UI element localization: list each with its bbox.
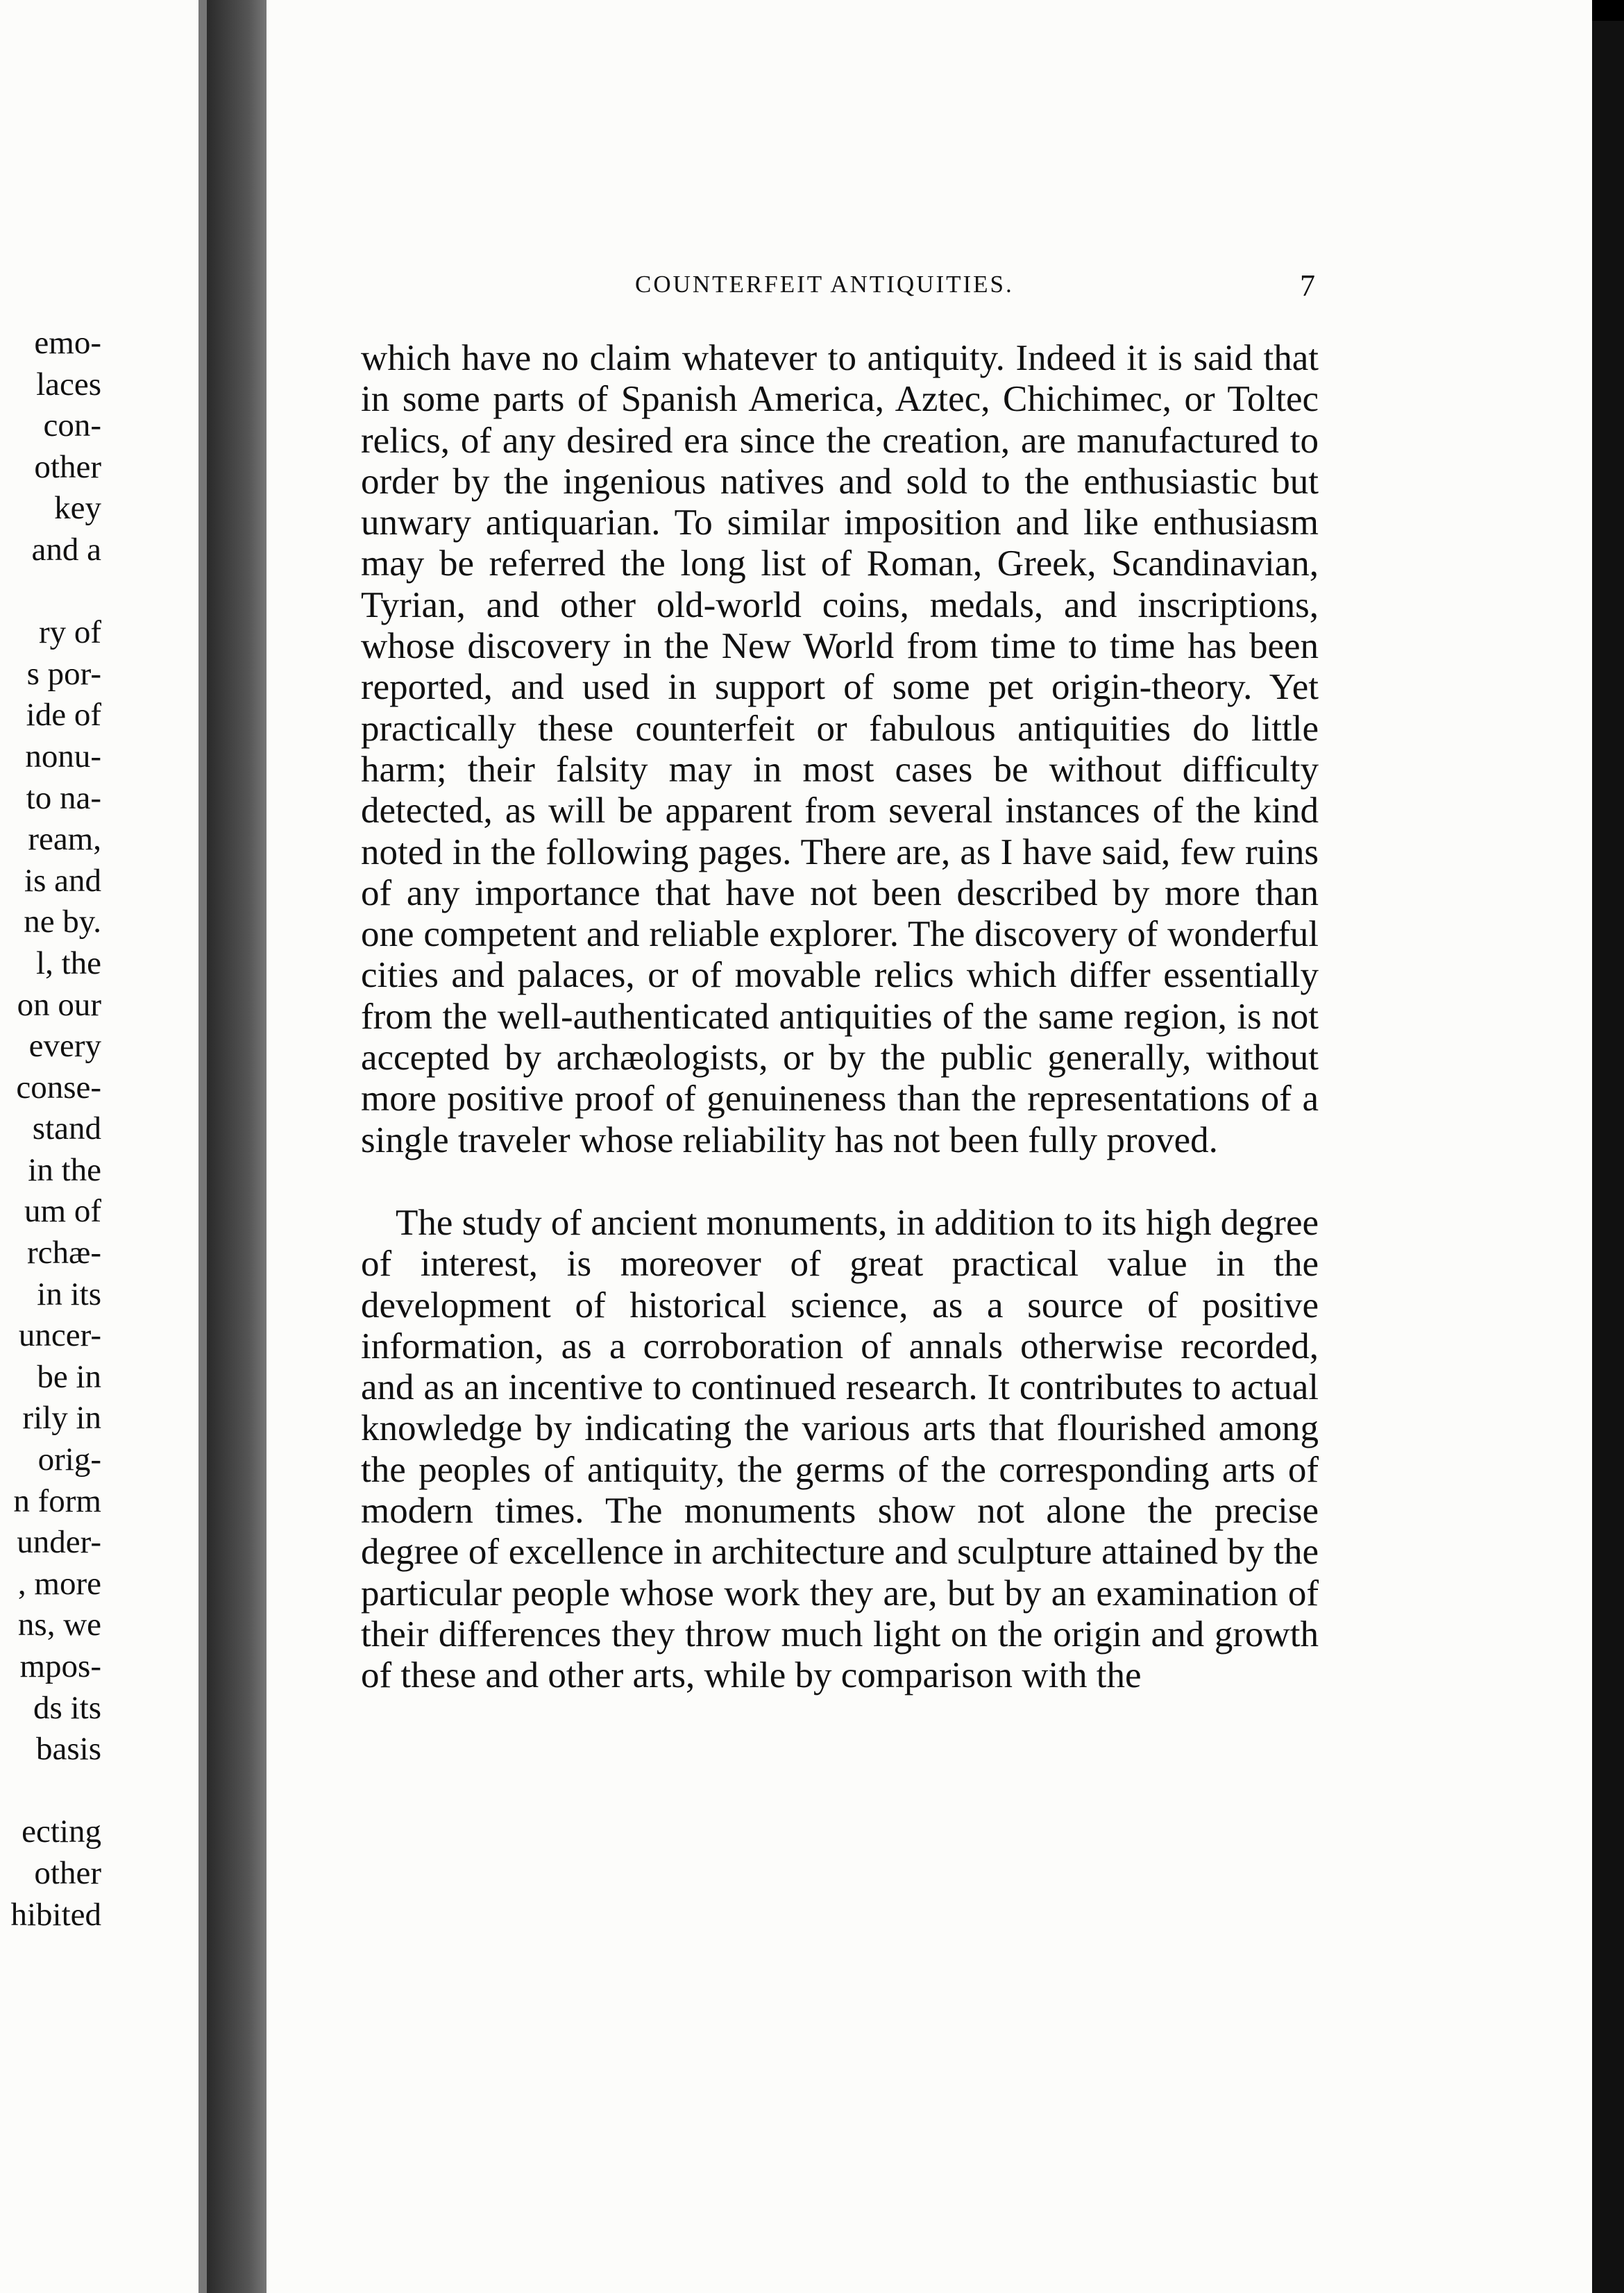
left-fragment-line: every: [28, 1028, 101, 1065]
left-fragment-line: ns, we: [17, 1607, 101, 1643]
left-fragment-line: basis: [36, 1731, 101, 1768]
left-fragment-line: mpos-: [19, 1648, 101, 1684]
left-fragment-line: under-: [17, 1524, 101, 1561]
left-fragment-line: hibited: [10, 1896, 101, 1933]
page-number: 7: [1300, 269, 1315, 303]
left-fragment-line: in the: [28, 1151, 101, 1188]
left-fragment-line: ecting: [22, 1813, 101, 1850]
left-fragment-line: and a: [31, 531, 101, 568]
paragraph-1: which have no claim whatever to antiquity. Indeed it is said that in some parts of Spanish America, Aztec, Chichimec, or Toltec relics, of any desired era since the creation, are manufactured to order by the ingenious natives and sold to the enthusiastic but unwary antiquarian. To similar imposition and like enthusiasm may be referred the long list of Roman, Greek, Scandinavian, Tyrian, and other old-world coins, medals, and inscriptions, whose discovery in the New World from time to time has been reported, and used in support of some pet origin-theory. Yet practically these counterfeit or fabulous antiquities do little harm; their falsity may in most cases be without difficulty detected, as will be apparent from several instances of the kind noted in the following pages. There are, as I have said, few ruins of any importance that have not been described by more than one competent and reliable explorer. The discovery of wonderful cities and palaces, or of movable relics which differ essentially from the well-authenticated antiquities of the same region, is not accepted by archæologists, or by the public generally, without more positive proof of genuineness than the representations of a single traveler whose reliability has not been fully proved.: [361, 338, 1319, 1160]
left-fragment-line: is and: [24, 862, 101, 899]
left-fragment-line: on our: [17, 986, 101, 1023]
left-fragment-line: be in: [37, 1358, 101, 1395]
left-fragment-line: , more: [17, 1565, 101, 1602]
left-fragment-line: s por-: [26, 655, 101, 692]
left-fragment-line: conse-: [16, 1069, 101, 1106]
running-title: COUNTERFEIT ANTIQUITIES.: [635, 271, 1014, 298]
left-fragment-line: to na-: [26, 779, 101, 816]
left-fragment-line: n form: [13, 1482, 101, 1519]
left-fragment-line: rchæ-: [26, 1235, 101, 1271]
left-fragment-line: l, the: [36, 945, 101, 981]
left-fragment-line: ide of: [26, 697, 101, 734]
paragraph-2: The study of ancient monuments, in addition to its high degree of interest, is moreover of great practical value in the development of historical science, as a source of positive information, as a corroboration of annals otherwise recorded, and as an incentive to continued research. It contributes to actual knowledge by indicating the various arts that flourished among the peoples of antiquity, the germs of the corresponding arts of modern times. The monuments show not alone the precise degree of excellence in architecture and sculpture attained by the particular people whose work they are, but by an examination of their differences they throw much light on the origin and growth of these and other arts, while by comparison with the: [361, 1202, 1319, 1696]
left-fragment-line: key: [54, 490, 101, 527]
left-page-text-fragments: [0, 323, 101, 1936]
left-fragment-line: emo-: [34, 325, 101, 361]
left-fragment-line: ream,: [28, 821, 101, 858]
left-fragment-line: ne by.: [24, 904, 101, 940]
left-fragment-line: laces: [36, 366, 101, 403]
page-edge-shadow: [1592, 21, 1624, 2293]
body-text: [361, 338, 1319, 1697]
left-fragment-line: other: [34, 448, 101, 485]
gutter-shadow: [198, 0, 207, 2293]
left-page: [0, 0, 198, 2293]
left-fragment-line: other: [34, 1854, 101, 1891]
left-fragment-line: uncer-: [18, 1317, 101, 1354]
left-fragment-line: orig-: [37, 1441, 101, 1478]
running-head: [371, 271, 1357, 312]
left-fragment-line: nonu-: [25, 738, 101, 775]
left-fragment-line: [0, 571, 101, 613]
left-fragment-line: con-: [43, 407, 101, 444]
left-fragment-line: rily in: [22, 1400, 101, 1437]
book-gutter: [207, 0, 267, 2293]
left-fragment-line: [0, 1770, 101, 1812]
left-fragment-line: um of: [24, 1193, 101, 1230]
left-fragment-line: ds its: [33, 1689, 101, 1726]
left-fragment-line: stand: [32, 1110, 101, 1147]
left-fragment-line: in its: [37, 1276, 101, 1312]
left-fragment-line: ry of: [38, 614, 101, 651]
